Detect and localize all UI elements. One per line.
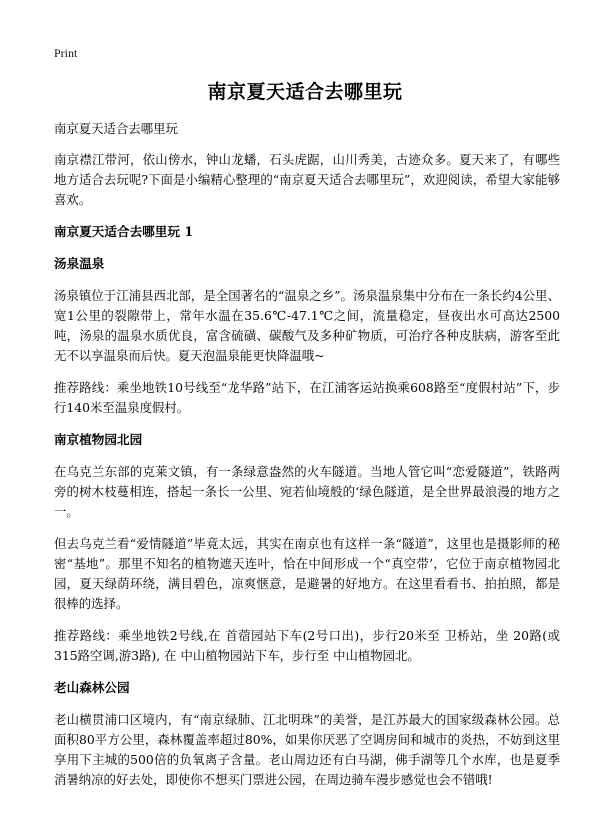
- article-body: [54, 119, 560, 802]
- place-heading: 南京植物园北园: [54, 432, 143, 447]
- place-heading: 汤泉温泉: [54, 256, 105, 271]
- article-subtitle: 南京夏天适合去哪里玩: [54, 121, 178, 136]
- place-heading: 老山森林公园: [54, 680, 130, 695]
- section-heading: 南京夏天适合去哪里玩 1: [54, 224, 194, 239]
- intro-paragraph: 南京襟江带河，依山傍水，钟山龙蟠，石头虎踞，山川秀美，古迹众多。夏天来了，有哪些地方适合去玩呢?下面是小编精心整理的“南京夏天适合去哪里玩”，欢迎阅读，希望大家能够喜欢。: [54, 152, 560, 207]
- page-title: 南京夏天适合去哪里玩: [207, 81, 403, 103]
- place-paragraph: 老山横贯浦口区境内，有“南京绿肺、江北明珠”的美誉，是江苏最大的国家级森林公园。总面积80平方公里，森林覆盖率超过80%，如果你厌恶了空调房间和城市的炎热，不妨到这里享用下主城的500倍的负氧离子含量。老山周边还有白马湖，佛手湖等几个水库，也是夏季消暑纳凉的好去处，即使你不想买门票进公园，在周边骑车漫步感觉也会不错哦!: [54, 712, 560, 787]
- route-paragraph: 推荐路线：乘坐地铁2号线,在 首蓿园站下车(2号口出)，步行20米至 卫桥站，坐 20路(或 315路空调,游3路), 在 中山植物园站下车，步行至 中山植物园北。: [54, 628, 560, 663]
- print-link[interactable]: Print: [54, 46, 78, 60]
- place-paragraph: 在乌克兰东部的克莱文镇，有一条绿意盎然的火车隧道。当地人管它叫“恋爱隧道”，铁路两旁的树木枝蔓相连，搭起一条长一公里、宛若仙境般的‘绿色隧道，是全世界最浪漫的地方之一。: [54, 464, 560, 519]
- place-botanical-garden: [54, 430, 560, 666]
- place-paragraph: 但去乌克兰看“爱情隧道”毕竟太远，其实在南京也有这样一条“隧道”，这里也是摄影师的秘密“基地”。那里不知名的植物遮天连叶，恰在中间形成一个“真空带’，它位于南京植物园北园，夏天绿荫环绕，满目碧色，凉爽惬意，是避暑的好地方。在这里看看书、拍拍照，都是很棒的选择。: [54, 536, 560, 611]
- place-laoshan-forest-park: [54, 678, 560, 790]
- place-paragraph: 汤泉镇位于江浦县西北部，是全国著名的“温泉之乡”。汤泉温泉集中分布在一条长约4公里、宽1公里的裂隙带上，常年水温在35.6℃-47.1℃之间，流量稳定，昼夜出水可高达2500吨，汤泉的温泉水质优良，富含硫磺、碳酸气及多种矿物质，可治疗各种皮肤病，游客至此无不以享温泉而后快。夏天泡温泉能更快降温哦~: [54, 288, 560, 363]
- route-paragraph: 推荐路线：乘坐地铁10号线至“龙华路”站下，在江浦客运站换乘608路至“度假村站”下，步行140米至温泉度假村。: [54, 380, 560, 415]
- place-tangquan: [54, 254, 560, 418]
